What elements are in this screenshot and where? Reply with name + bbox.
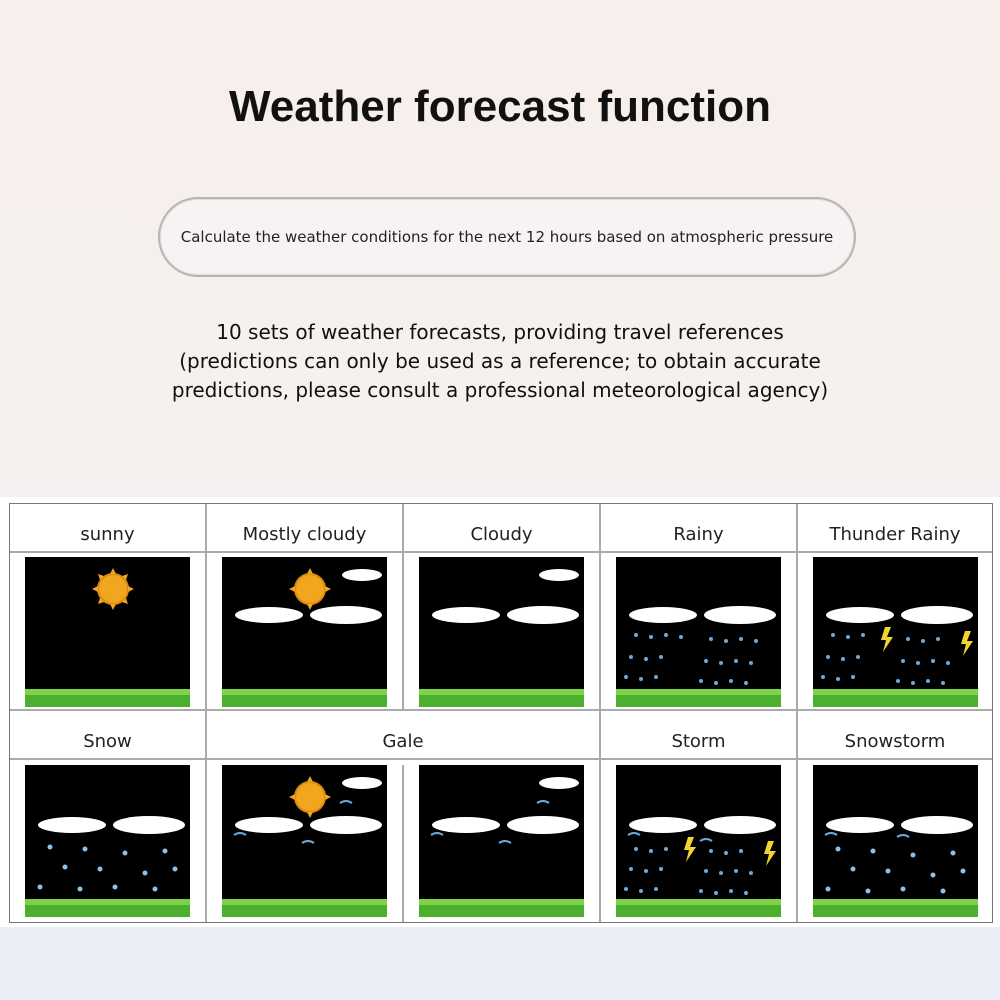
snowstorm-icon [813,765,978,917]
rain-icon [616,557,781,707]
description-line-2: (predictions can only be used as a reference; to obtain accurate [179,349,821,373]
forecast-label: Rainy [673,524,724,545]
forecast-label: Thunder Rainy [829,524,961,545]
description-block [0,318,1000,405]
gale-sun-icon [222,765,387,917]
forecast-label: Mostly cloudy [242,524,367,545]
forecast-cell-snowstorm [798,711,992,922]
forecast-cell-mostly-cloudy [207,504,404,711]
forecast-cell-thunder-rainy [798,504,992,711]
forecast-cell-gale [207,711,601,922]
description-line-1: 10 sets of weather forecasts, providing travel references [216,320,784,344]
forecast-label: Storm [671,731,726,752]
forecast-label: Snowstorm [844,731,946,752]
forecast-label: sunny [80,524,135,545]
forecast-label: Gale [382,731,424,752]
cell-divider [402,765,404,922]
forecast-cell-sunny [10,504,207,711]
forecast-label: Cloudy [470,524,533,545]
cloud-icon [419,557,584,707]
storm-icon [616,765,781,917]
forecast-label: Snow [83,731,132,752]
description-line-3: predictions, please consult a professional meteorological agency) [171,378,829,402]
sun-cloud-icon [222,557,387,707]
forecast-cell-storm [601,711,798,922]
page-title: Weather forecast function [229,82,771,131]
gale-cloud-icon [419,765,584,917]
forecast-cell-snow [10,711,207,922]
forecast-cell-cloudy [404,504,601,711]
sun-icon [25,557,190,707]
subtitle-banner [158,197,856,277]
thunder-rain-icon [813,557,978,707]
forecast-grid [9,503,993,923]
forecast-cell-rainy [601,504,798,711]
subtitle-text: Calculate the weather conditions for the next 12 hours based on atmospheric pressure [180,228,834,246]
snow-icon [25,765,190,917]
